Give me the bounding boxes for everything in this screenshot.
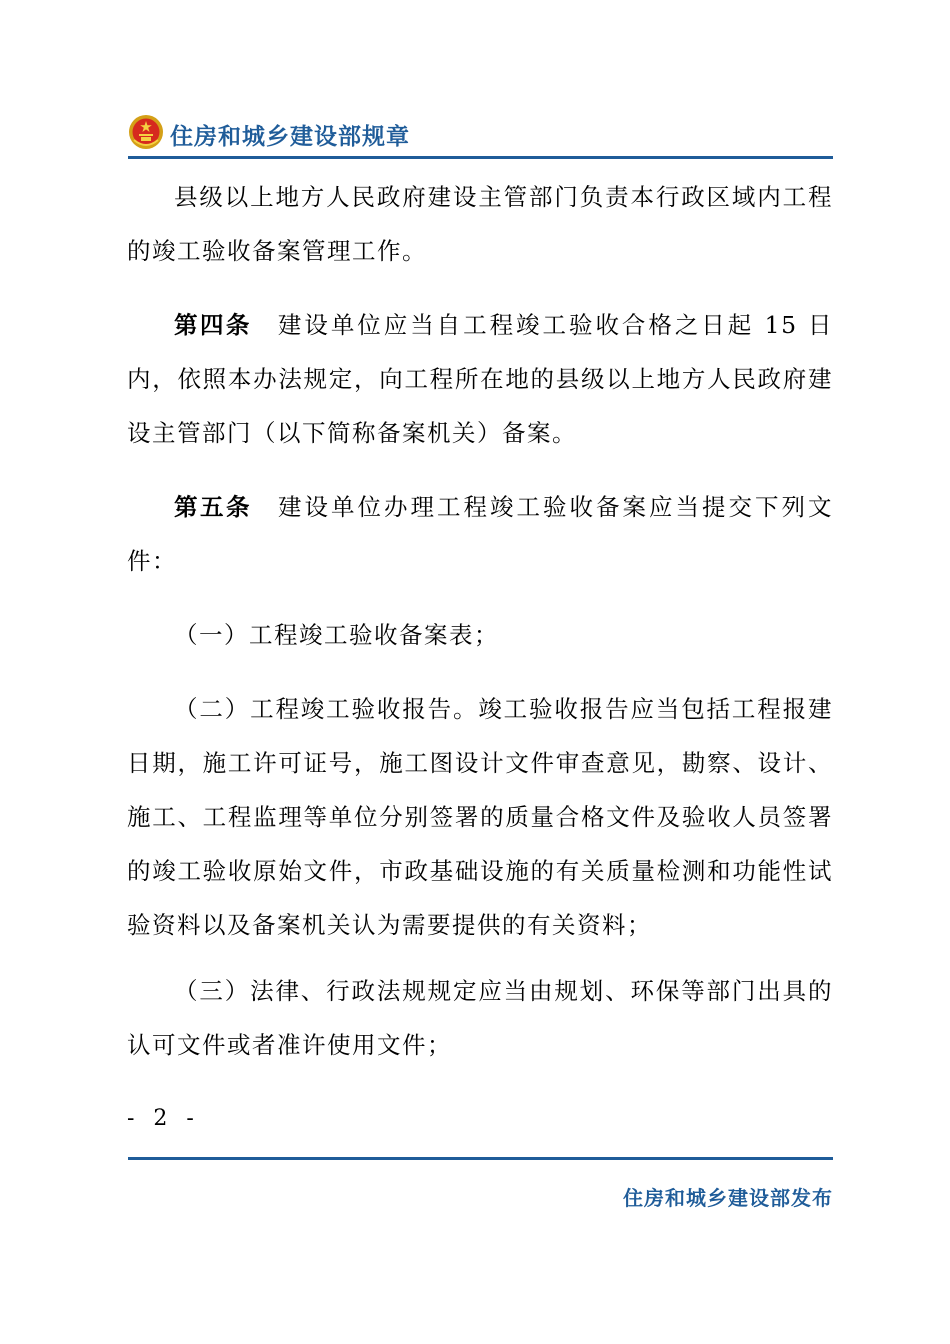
- item-2: （二）工程竣工验收报告。竣工验收报告应当包括工程报建日期，施工许可证号，施工图设计文件审查意见，勘察、设计、施工、工程监理等单位分别签署的质量合格文件及验收人员签署的竣工验收原始文件，市政基础设施的有关质量检测和功能性试验资料以及备案机关认为需要提供的有关资料；: [127, 695, 833, 939]
- page-number: - 2 -: [127, 1106, 200, 1131]
- paragraph-scope: 县级以上地方人民政府建设主管部门负责本行政区域内工程的竣工验收备案管理工作。: [127, 183, 833, 265]
- article-5-number: 第五条: [174, 493, 252, 521]
- article-4-text: 建设单位应当自工程竣工验收合格之日起 15 日内，依照本办法规定，向工程所在地的县级以上地方人民政府建设主管部门（以下简称备案机关）备案。: [127, 311, 833, 447]
- article-4: [127, 298, 833, 460]
- article-4-number: 第四条: [174, 311, 252, 339]
- item-3: （三）法律、行政法规规定应当由规划、环保等部门出具的认可文件或者准许使用文件；: [127, 977, 833, 1059]
- item-1: （一）工程竣工验收备案表；: [174, 621, 499, 649]
- footer-publisher: 住房和城乡建设部发布: [623, 1186, 833, 1210]
- page-header: [128, 112, 833, 159]
- footer-divider: [128, 1157, 833, 1160]
- article-5: [127, 480, 833, 588]
- article-5-text: 建设单位办理工程竣工验收备案应当提交下列文件：: [127, 493, 833, 575]
- document-body: [127, 170, 833, 1072]
- national-emblem-icon: [128, 114, 164, 150]
- header-title: 住房和城乡建设部规章: [170, 124, 410, 150]
